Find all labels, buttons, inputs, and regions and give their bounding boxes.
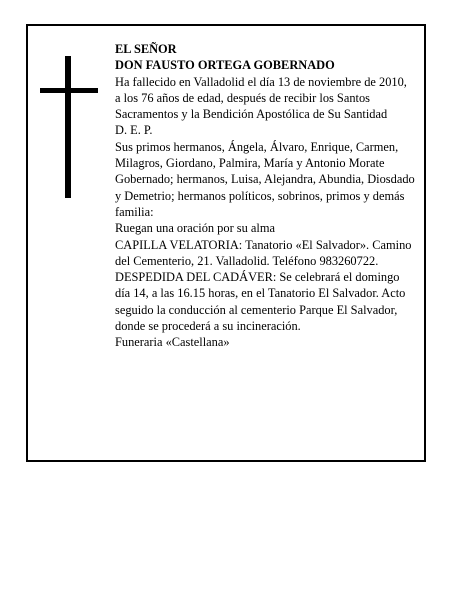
dep-text: D. E. P.: [115, 123, 153, 138]
cross-horizontal-bar: [40, 88, 98, 93]
cross-icon: [40, 56, 98, 198]
notice-text: [115, 41, 415, 351]
family-list: Sus primos hermanos, Ángela, Álvaro, Enrique, Carmen, Milagros, Giordano, Palmira, María y Antonio Morate Gobernado; hermanos, Luisa, Alejandra, Abundia, Diosdado y Demetrio; hermanos políticos, sobrinos, primos y demás familia:: [115, 139, 415, 219]
chapel-info: CAPILLA VELATORIA: Tanatorio «El Salvador». Camino del Cementerio, 21. Valladolid. Teléfono 983260722.: [115, 237, 412, 268]
death-info: Ha fallecido en Valladolid el día 13 de noviembre de 2010, a los 76 años de edad, después de recibir los Santos Sacramentos y la Bendición Apostólica de Su Santidad: [115, 74, 407, 122]
cross-vertical-bar: [65, 56, 71, 198]
deceased-name: DON FAUSTO ORTEGA GOBERNADO: [115, 58, 335, 73]
funeral-home: Funeraria «Castellana»: [115, 335, 230, 350]
prayer-request: Ruegan una oración por su alma: [115, 221, 275, 236]
farewell-info: DESPEDIDA DEL CADÁVER: Se celebrará el domingo día 14, a las 16.15 horas, en el Tanatorio El Salvador. Acto seguido la conducción al cementerio Parque El Salvador, donde se procederá a su incineración.: [115, 270, 406, 334]
obituary-notice: [26, 24, 426, 462]
heading-title: EL SEÑOR: [115, 42, 177, 56]
